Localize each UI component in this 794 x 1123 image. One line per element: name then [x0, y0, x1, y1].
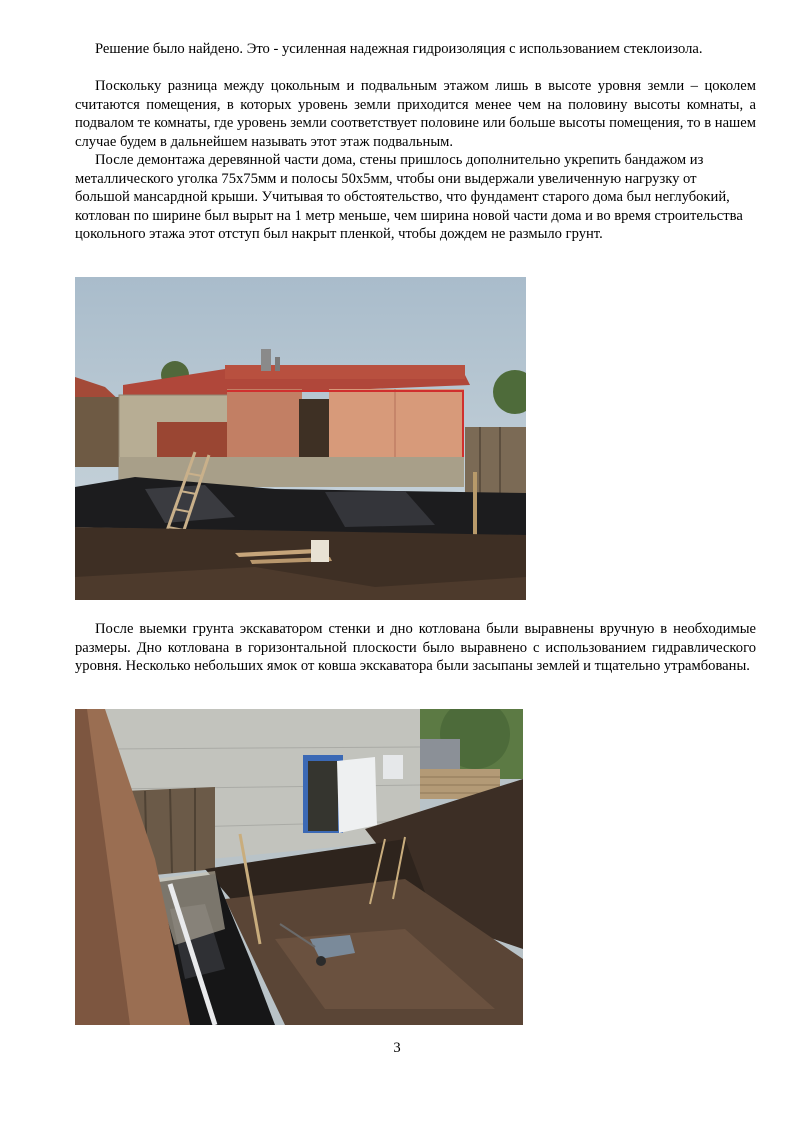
paragraph-solution: Решение было найдено. Это - усиленная надежная гидроизоляция с использованием стеклоизола.: [95, 41, 703, 57]
photo-house-excavation: [75, 277, 526, 600]
paragraph-excavation-leveling: После выемки грунта экскаватором стенки и дно котлована были выравнены вручную в необходимые размеры. Дно котлована в горизонтальной плоскости было выравнено с использованием гидравлического уровня. Несколько небольших ямок от ковша экскаватора были засыпаны землей и тщательно утрамбованы.: [75, 621, 756, 674]
photo-foundation-pit: [75, 709, 523, 1025]
paragraph-dismantling: После демонтажа деревянной части дома, стены пришлось дополнительно укрепить бандажом из металлического уголка 75х75мм и полосы 50х5мм, чтобы они выдержали увеличенную нагрузку от большой мансардной крыши. Учитывая то обстоятельство, что фундамент старого дома был неглубокий, котлован по ширине был вырыт на 1 метр меньше, чем ширина новой части дома и во время строительства цокольного этажа этот отступ был накрыт пленкой, чтобы дождем не размыло грунт.: [75, 152, 743, 242]
paragraph-basement-definition: Поскольку разница между цокольным и подвальным этажом лишь в высоте уровня земли – цоколем считаются помещения, в которых уровень земли приходится менее чем на половину высоты комнаты, а подвалом те комнаты, где уровень земли соответствует половине или больше высоты помещения, то в нашем случае будем в дальнейшем называть этот этаж подвальным.: [75, 78, 756, 150]
page-number: 3: [393, 1040, 401, 1056]
